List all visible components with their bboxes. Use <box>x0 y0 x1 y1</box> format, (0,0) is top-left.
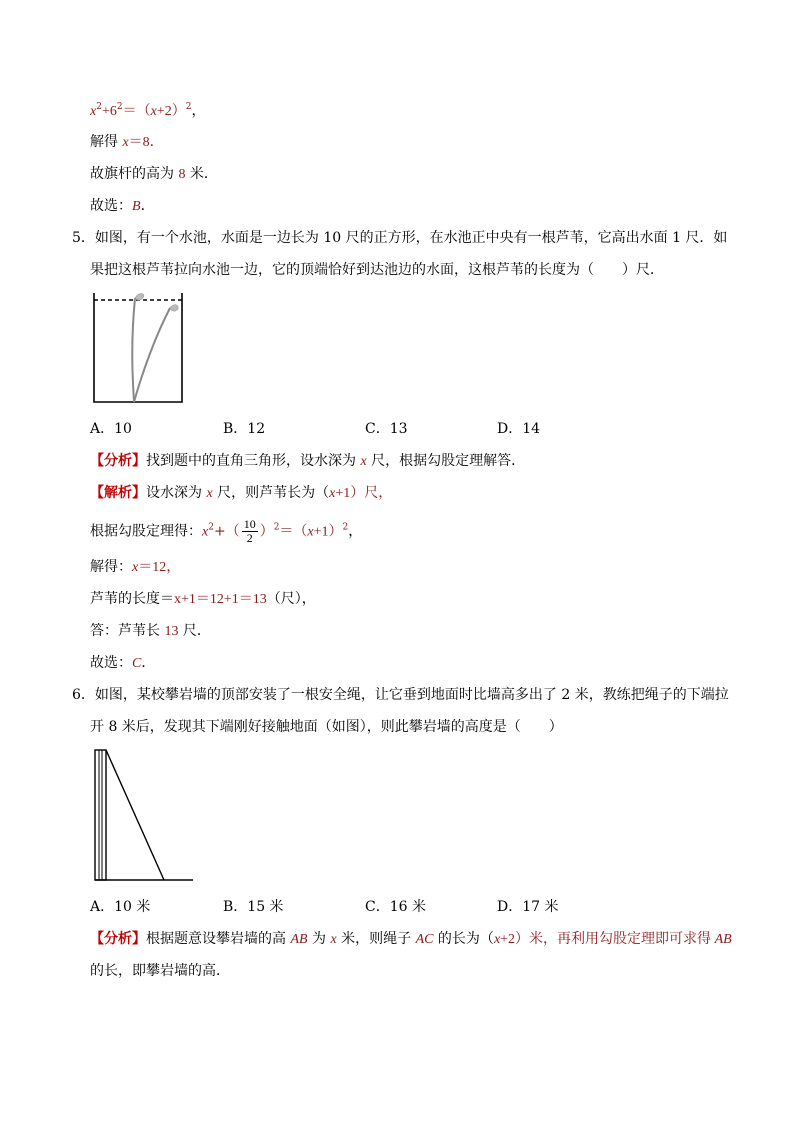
q6-option-a: A．10 米 <box>90 899 151 915</box>
q6-option-d: D．17 米 <box>497 899 559 915</box>
safety-rope <box>106 750 164 880</box>
q6-option-c: C．16 米 <box>365 899 426 915</box>
q6-stem-line2: 开 8 米后，发现其下端刚好接触地面（如图），则此攀岩墙的高度是（ ） <box>90 719 563 735</box>
q5-option-a: A．10 <box>90 421 132 437</box>
reed-top-vertical <box>135 294 144 301</box>
q6-analysis: 【分析】根据题意设攀岩墙的高 AB 为 x 米，则绳子 AC 的长为（x+2）米，再利用勾股定理即可求得 AB <box>90 931 732 947</box>
climbing-wall-figure <box>90 745 196 885</box>
q5-option-d: D．14 <box>497 421 541 437</box>
reed-vertical <box>132 298 135 402</box>
q5-option-b: B．12 <box>223 421 266 437</box>
prev-conclusion: 故旗杆的高为 8 米． <box>90 166 218 182</box>
fraction-10-over-2: $\frac{10}{2}$ <box>243 517 256 545</box>
q5-pythagoras: 根据勾股定理得：$x^2+$（ $\frac{10}{2}$ ）$^2=(x+1)^2$， <box>90 517 363 545</box>
q5-option-c: C．13 <box>365 421 408 437</box>
prev-equation: $x^2+6^2=(x+2)^2$， <box>90 102 206 119</box>
q5-length: 芦苇的长度＝x+1＝12+1＝13（尺）， <box>90 591 316 607</box>
q5-solve: 解得：x＝12， <box>90 559 181 575</box>
q5-stem-line2: 果把这根芦苇拉向水池一边，它的顶端恰好到达池边的水面，这根芦苇的长度为（ ）尺． <box>90 262 664 278</box>
q5-answer: 答：芦苇长 13 尺． <box>90 623 211 639</box>
prev-solve: 解得 x＝8． <box>90 134 164 150</box>
q6-analysis-line2: 的长，即攀岩墙的高． <box>90 963 230 979</box>
reed-top-pulled <box>170 305 178 311</box>
q6-stem-line1: 6．如图，某校攀岩墙的顶部安装了一根安全绳，让它垂到地面时比墙高多出了 2 米，教练把绳子的下端拉 <box>72 687 729 703</box>
prev-choice: 故选：B． <box>90 198 155 214</box>
pond-reed-figure <box>88 290 188 406</box>
q5-solution: 【解析】设水深为 x 尺，则芦苇长为（x+1）尺， <box>90 485 393 501</box>
q5-stem-line1: 5．如图，有一个水池，水面是一边长为 10 尺的正方形，在水池正中央有一根芦苇，它高出水面 1 尺．如 <box>72 230 728 246</box>
reed-pulled <box>134 308 170 402</box>
climbing-wall <box>95 750 106 880</box>
q6-option-b: B．15 米 <box>223 899 284 915</box>
q5-analysis: 【分析】找到题中的直角三角形，设水深为 x 尺，根据勾股定理解答． <box>90 453 526 469</box>
q5-choice: 故选：C． <box>90 655 156 671</box>
